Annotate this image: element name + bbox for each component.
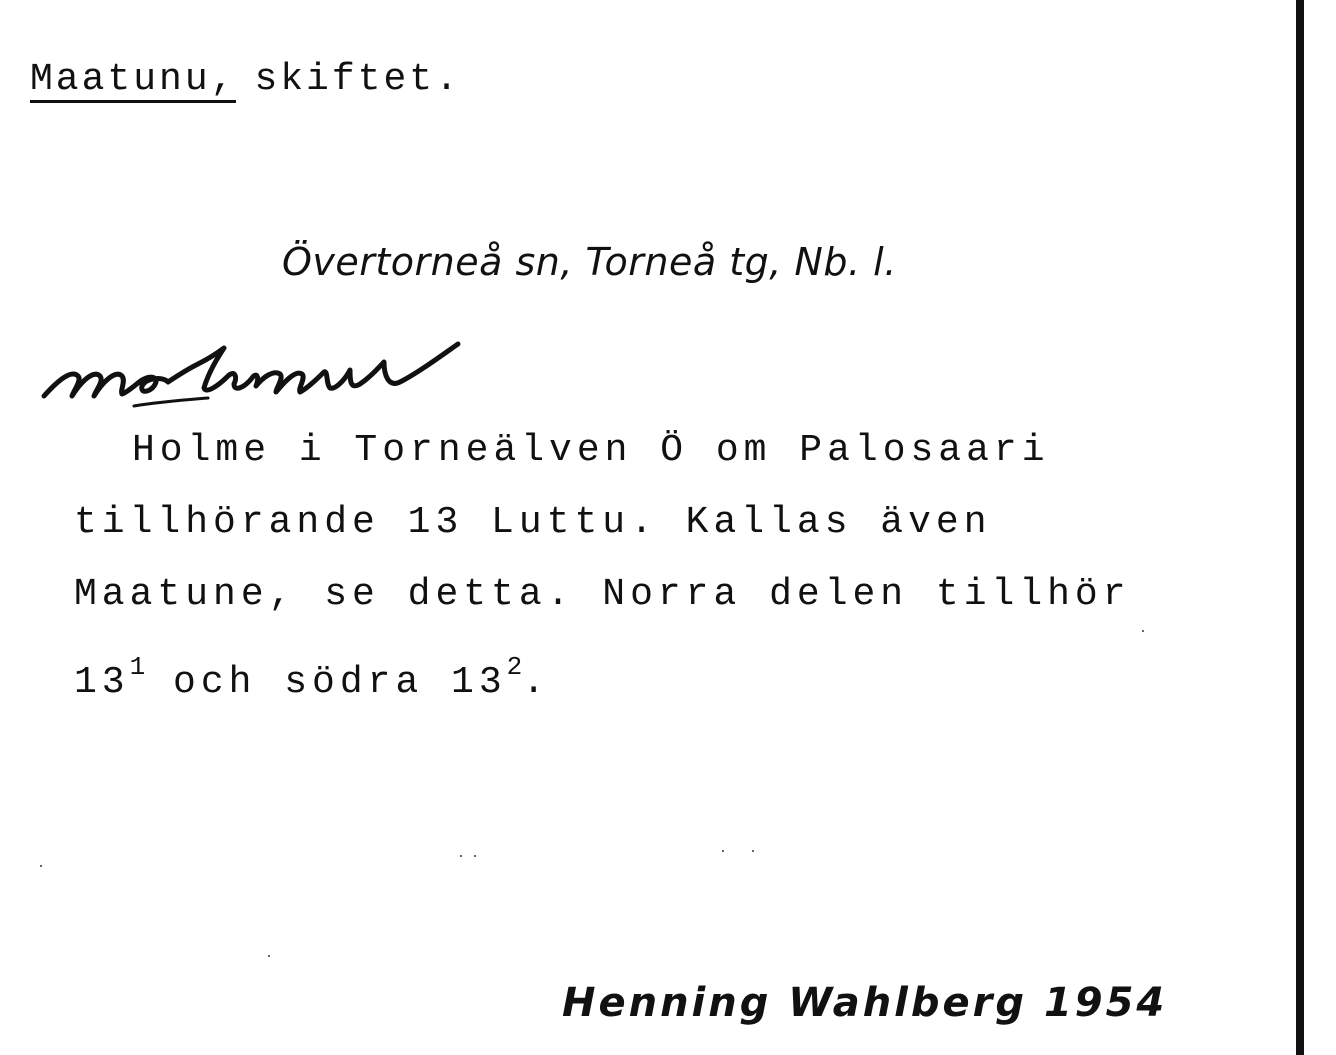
author-signature: Henning Wahlberg 1954 <box>562 980 1168 1026</box>
heading-suffix: skiftet. <box>254 58 461 101</box>
scan-speck <box>474 855 476 857</box>
scan-speck <box>460 855 462 857</box>
body-line-2: tillhörande 13 Luttu. Kallas även <box>74 501 992 544</box>
heading-term: Maatunu, <box>30 58 237 101</box>
body-line-4-start: 13 <box>74 661 130 704</box>
card-heading <box>30 58 461 103</box>
body-line-4-superscript-1: 1 <box>129 652 146 682</box>
body-line-3: Maatune, se detta. Norra delen tillhör <box>74 573 1131 616</box>
scan-speck <box>268 955 270 957</box>
card-edge-line <box>1296 0 1304 1055</box>
scan-speck <box>722 850 724 852</box>
body-line-4-middle: och södra 13 <box>145 661 507 704</box>
scan-speck <box>1142 630 1144 632</box>
body-line-4 <box>74 631 1131 703</box>
body-line-1: Holme i Torneälven Ö om Palosaari <box>132 429 1050 472</box>
location-line: Övertorneå sn, Torneå tg, Nb. l. <box>282 240 897 284</box>
handwritten-word <box>38 318 478 418</box>
scan-speck <box>752 850 754 852</box>
card-body <box>74 415 1131 703</box>
scan-speck <box>40 865 42 867</box>
body-line-4-end: . <box>522 661 551 704</box>
body-line-4-superscript-2: 2 <box>506 652 523 682</box>
